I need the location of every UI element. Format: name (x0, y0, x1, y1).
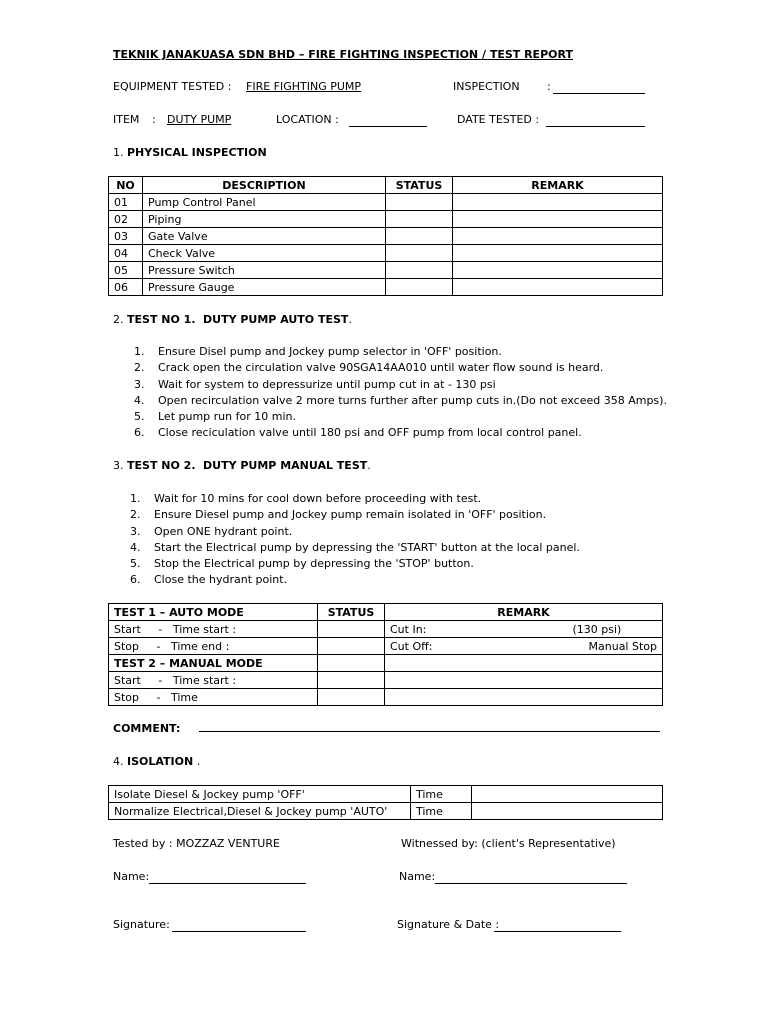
table-row (109, 194, 663, 211)
row-description: Gate Valve (143, 228, 386, 245)
test1-header: TEST 1 – AUTO MODE (109, 604, 318, 621)
status-cell[interactable] (318, 689, 385, 706)
name-right-blank[interactable] (435, 872, 627, 884)
comment-label: COMMENT: (113, 722, 181, 735)
row-no: 06 (109, 279, 143, 296)
row-remark-cell[interactable] (453, 279, 663, 296)
test1-stop: Stop - Time end : (109, 638, 318, 655)
tested-by: Tested by : MOZZAZ VENTURE (113, 837, 280, 850)
row-remark-cell[interactable] (453, 245, 663, 262)
step-text: Open ONE hydrant point. (154, 524, 293, 538)
row-remark-cell[interactable] (453, 262, 663, 279)
signature-left-label: Signature: (113, 918, 170, 931)
row-status-cell[interactable] (386, 228, 453, 245)
section2-title: TEST NO 1. (127, 313, 196, 326)
cut-in-value: (130 psi) (559, 621, 663, 638)
name-right-label: Name: (399, 870, 436, 883)
test2-header: TEST 2 – MANUAL MODE (109, 655, 318, 672)
status-cell[interactable] (318, 655, 385, 672)
row-status-cell[interactable] (386, 262, 453, 279)
col-description: DESCRIPTION (143, 177, 386, 194)
section4-title: ISOLATION (127, 755, 194, 768)
col-remark: REMARK (453, 177, 663, 194)
row-description: Pressure Switch (143, 262, 386, 279)
table-row (109, 228, 663, 245)
name-left-label: Name: (113, 870, 150, 883)
step-text: Start the Electrical pump by depressing the 'START' button at the local panel. (154, 540, 580, 554)
item-label: ITEM (113, 113, 140, 126)
row-remark-cell[interactable] (453, 228, 663, 245)
signature-right-label: Signature & Date : (397, 918, 500, 931)
comment-line[interactable] (199, 731, 660, 732)
row-no: 03 (109, 228, 143, 245)
col-status: STATUS (386, 177, 453, 194)
row-description: Pressure Gauge (143, 279, 386, 296)
list-item: 3. Wait for system to depressurize until pump cut in at - 130 psi (134, 377, 496, 391)
status-header: STATUS (318, 604, 385, 621)
step-text: Open recirculation valve 2 more turns further after pump cuts in.(Do not exceed 358 Amps). (158, 393, 667, 407)
section4-number: 4. (113, 755, 124, 768)
row-no: 05 (109, 262, 143, 279)
inspection-label: INSPECTION (453, 80, 520, 93)
witnessed-by: Witnessed by: (client's Representative) (401, 837, 616, 850)
list-item: 4. Start the Electrical pump by depressing the 'START' button at the local panel. (130, 540, 580, 554)
row-remark-cell[interactable] (453, 211, 663, 228)
table-row (109, 655, 663, 672)
section3-heading (113, 459, 371, 472)
signature-left-blank[interactable] (172, 920, 306, 932)
status-cell[interactable] (318, 672, 385, 689)
section3-number: 3. (113, 459, 124, 472)
row-status-cell[interactable] (386, 245, 453, 262)
col-no: NO (109, 177, 143, 194)
isolation-time-label: Time (411, 786, 472, 803)
isolation-time-cell[interactable] (472, 803, 663, 820)
section3-subtitle: DUTY PUMP MANUAL TEST (203, 459, 368, 472)
section1-number: 1. (113, 146, 124, 159)
inspection-colon: : (547, 80, 551, 93)
section4-period: . (196, 755, 201, 768)
location-label: LOCATION : (276, 113, 339, 126)
location-blank[interactable] (349, 115, 427, 127)
list-item: 5. Let pump run for 10 min. (134, 410, 296, 424)
row-description: Check Valve (143, 245, 386, 262)
physical-inspection-table (108, 176, 663, 296)
row-status-cell[interactable] (386, 211, 453, 228)
item-colon: : (152, 113, 156, 126)
remark-cell[interactable] (385, 655, 663, 672)
table-row (109, 638, 663, 655)
list-item: 6. Close reciculation valve until 180 psi and OFF pump from local control panel. (134, 426, 582, 440)
list-item: 1. Ensure Disel pump and Jockey pump selector in 'OFF' position. (134, 345, 502, 358)
row-description: Piping (143, 211, 386, 228)
remark-header: REMARK (385, 604, 663, 621)
test-results-table (108, 603, 663, 706)
date-tested-blank[interactable] (546, 115, 645, 127)
section3-title: TEST NO 2. (127, 459, 196, 472)
section3-period: . (367, 459, 371, 472)
table-row (109, 211, 663, 228)
row-remark-cell[interactable] (453, 194, 663, 211)
row-status-cell[interactable] (386, 194, 453, 211)
table-header-row (109, 604, 663, 621)
isolation-label: Isolate Diesel & Jockey pump 'OFF' (109, 786, 411, 803)
item-value: DUTY PUMP (167, 113, 232, 126)
table-row (109, 803, 663, 820)
isolation-table (108, 785, 663, 820)
list-item: 1. Wait for 10 mins for cool down before proceeding with test. (130, 492, 482, 505)
list-item: 2. Crack open the circulation valve 90SGA14AA010 until water flow sound is heard. (134, 361, 604, 375)
table-row (109, 279, 663, 296)
isolation-label: Normalize Electrical,Diesel & Jockey pump 'AUTO' (109, 803, 411, 820)
remark-cell[interactable] (385, 672, 663, 689)
status-cell[interactable] (318, 621, 385, 638)
table-row (109, 689, 663, 706)
list-item: 6. Close the hydrant point. (130, 573, 288, 587)
row-no: 02 (109, 211, 143, 228)
status-cell[interactable] (318, 638, 385, 655)
name-left-blank[interactable] (149, 872, 306, 884)
row-description: Pump Control Panel (143, 194, 386, 211)
test2-start: Start - Time start : (109, 672, 318, 689)
row-no: 04 (109, 245, 143, 262)
list-item: 3. Open ONE hydrant point. (130, 524, 293, 538)
table-row (109, 262, 663, 279)
section1-heading (113, 146, 267, 159)
remark-cell[interactable] (385, 689, 663, 706)
list-item: 2. Ensure Diesel pump and Jockey pump remain isolated in 'OFF' position. (130, 508, 547, 522)
section2-number: 2. (113, 313, 124, 326)
section2-period: . (348, 313, 352, 326)
test1-start: Start - Time start : (109, 621, 318, 638)
equipment-label: EQUIPMENT TESTED : (113, 80, 232, 93)
report-title: TEKNIK JANAKUASA SDN BHD – FIRE FIGHTING INSPECTION / TEST REPORT (113, 48, 573, 61)
row-no: 01 (109, 194, 143, 211)
step-text: Let pump run for 10 min. (158, 410, 296, 424)
manual-test-steps (130, 491, 580, 589)
section1-title: PHYSICAL INSPECTION (127, 146, 267, 159)
step-text: Crack open the circulation valve 90SGA14AA010 until water flow sound is heard. (158, 361, 604, 375)
table-row (109, 672, 663, 689)
step-text: Wait for 10 mins for cool down before proceeding with test. (154, 492, 482, 505)
step-text: Ensure Diesel pump and Jockey pump remain isolated in 'OFF' position. (154, 508, 547, 522)
test2-stop: Stop - Time (109, 689, 318, 706)
equipment-value: FIRE FIGHTING PUMP (246, 80, 362, 93)
cut-off-value: Manual Stop (559, 638, 663, 655)
section2-heading (113, 313, 352, 326)
step-text: Close reciculation valve until 180 psi and OFF pump from local control panel. (158, 426, 582, 440)
cut-off-label: Cut Off: (385, 638, 559, 655)
step-text: Stop the Electrical pump by depressing the 'STOP' button. (154, 557, 474, 571)
step-text: Ensure Disel pump and Jockey pump selector in 'OFF' position. (158, 345, 502, 358)
section4-heading (113, 755, 200, 768)
table-row (109, 621, 663, 638)
step-text: Close the hydrant point. (154, 573, 288, 587)
isolation-time-cell[interactable] (472, 786, 663, 803)
list-item: 4. Open recirculation valve 2 more turns further after pump cuts in.(Do not exceed 358 Amps). (134, 393, 667, 407)
table-header-row (109, 177, 663, 194)
date-tested-label: DATE TESTED : (457, 113, 540, 126)
table-row (109, 786, 663, 803)
section2-subtitle: DUTY PUMP AUTO TEST (203, 313, 349, 326)
list-item: 5. Stop the Electrical pump by depressing the 'STOP' button. (130, 557, 474, 571)
inspection-blank[interactable] (553, 82, 645, 94)
cut-in-label: Cut In: (385, 621, 559, 638)
row-status-cell[interactable] (386, 279, 453, 296)
table-row (109, 245, 663, 262)
isolation-time-label: Time (411, 803, 472, 820)
step-text: Wait for system to depressurize until pump cut in at - 130 psi (158, 377, 496, 391)
signature-right-blank[interactable] (494, 920, 621, 932)
auto-test-steps (134, 344, 667, 442)
